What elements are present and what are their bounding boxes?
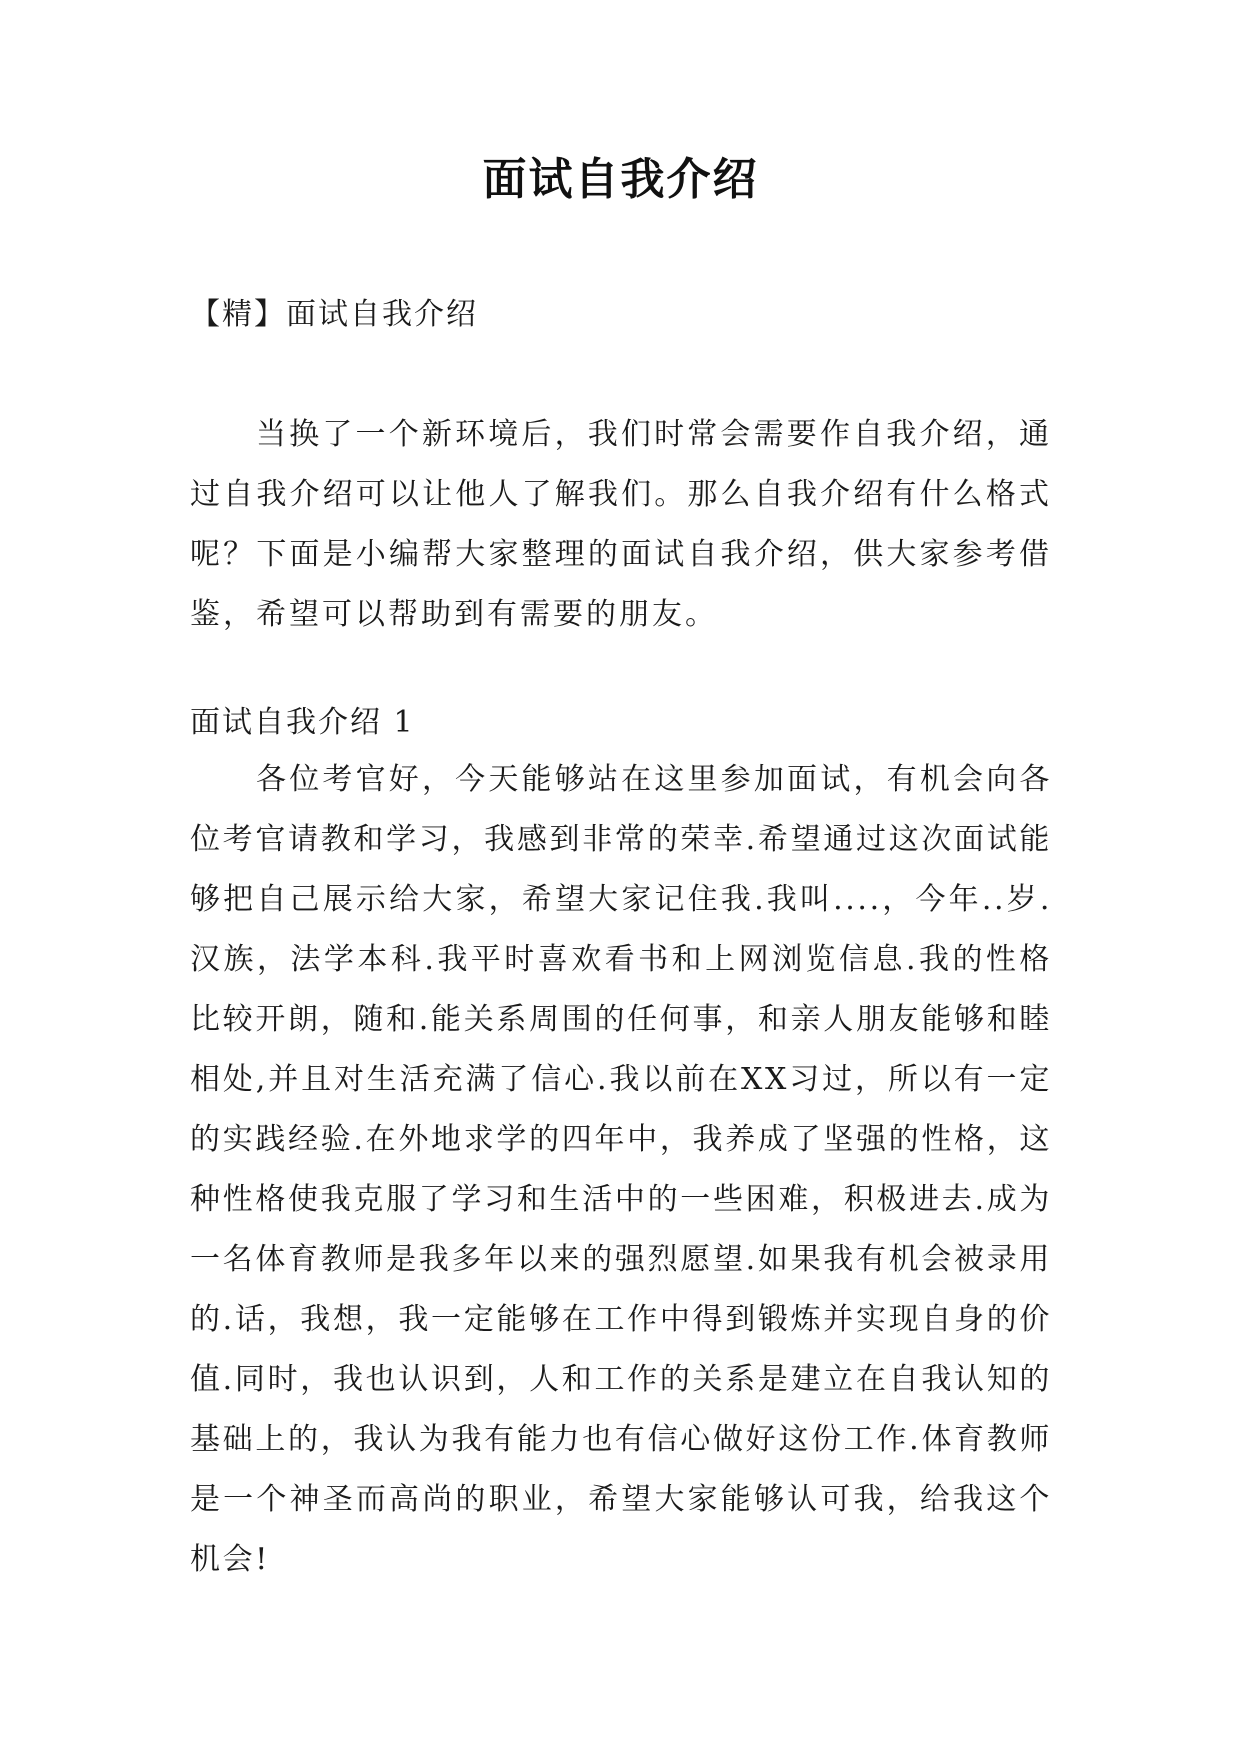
- document-title: 面试自我介绍: [482, 154, 759, 205]
- section-heading: 面试自我介绍 1: [190, 705, 415, 740]
- intro-paragraph: 当换了一个新环境后，我们时常会需要作自我介绍，通过自我介绍可以让他人了解我们。那么自我介绍有什么格式呢？下面是小编帮大家整理的面试自我介绍，供大家参考借鉴，希望可以帮助到有需要的朋友。: [190, 417, 1052, 632]
- document-subtitle: 【精】面试自我介绍: [190, 297, 478, 332]
- section-body-paragraph: 各位考官好，今天能够站在这里参加面试，有机会向各位考官请教和学习，我感到非常的荣幸.希望通过这次面试能够把自己展示给大家，希望大家记住我.我叫....，今年..岁.汉族，法学本科.我平时喜欢看书和上网浏览信息.我的性格比较开朗，随和.能关系周围的任何事，和亲人朋友能够和睦相处,并且对生活充满了信心.我以前在XX习过，所以有一定的实践经验.在外地求学的四年中，我养成了坚强的性格，这种性格使我克服了学习和生活中的一些困难，积极进去.成为一名体育教师是我多年以来的强烈愿望.如果我有机会被录用的.话，我想，我一定能够在工作中得到锻炼并实现自身的价值.同时，我也认识到，人和工作的关系是建立在自我认知的基础上的，我认为我有能力也有信心做好这份工作.体育教师是一个神圣而高尚的职业，希望大家能够认可我，给我这个机会!: [190, 762, 1052, 1577]
